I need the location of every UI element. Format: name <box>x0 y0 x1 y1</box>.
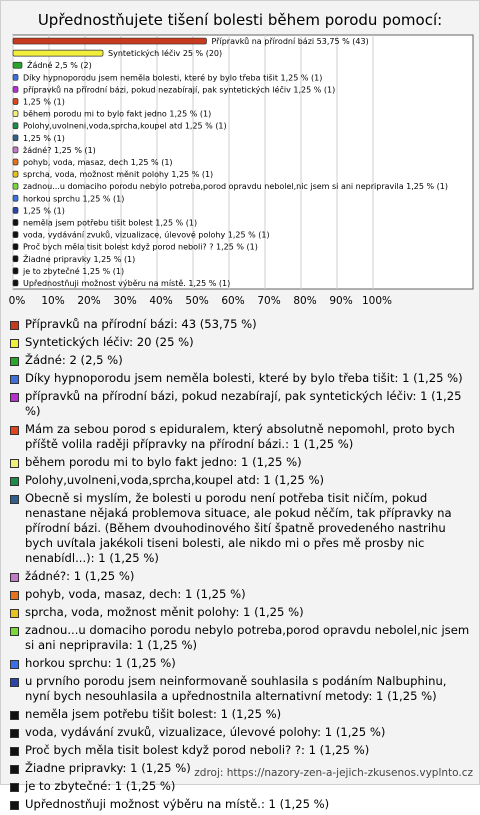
x-tick-label: 50% <box>185 295 209 307</box>
x-tick-label: 40% <box>149 295 173 307</box>
legend-label: Proč bych měla tisit bolest když porod neboli? ?: 1 (1,25 %) <box>25 743 370 757</box>
bar-label: voda, vydávání zvuků, vizualizace, úlevové polohy 1,25 % (1) <box>23 230 270 240</box>
bar-label: Žádné 2,5 % (2) <box>27 61 92 71</box>
legend-label: Syntetických léčiv: 20 (25 %) <box>25 335 194 349</box>
legend-swatch <box>10 627 19 636</box>
x-tick-label: 90% <box>329 295 353 307</box>
bar-label: Polohy,uvolneni,voda,sprcha,koupel atd 1,25 % (1) <box>23 121 227 131</box>
bar-label: zadnou...u domaciho porodu nebylo potreba,porod opravdu nebolel,nic jsem si ani nepripravila 1,25 % (1) <box>23 182 448 192</box>
legend-label: Žiadne pripravky: 1 (1,25 %) <box>25 761 191 775</box>
legend-swatch <box>10 591 19 600</box>
legend-label: Obecně si myslím, že bolesti u porodu není potřeba tisit ničím, pokud nenastane nějaká problemova situace, ale pokud něčím, tak přípravky na přírodní bázi. (Během dvouhodinového šití špatně provedeného nastrihu bych uvítala jakékoli tiseni bolesti, ale nikdo mi o přes mě prosby nic nenabídl...): 1 (1,25 %) <box>25 491 452 565</box>
bar-label: neměla jsem potřebu tišit bolest 1,25 % (1) <box>23 218 198 228</box>
bar <box>13 50 103 56</box>
bar <box>13 183 18 189</box>
bar-label: během porodu mi to bylo fakt jedno 1,25 % (1) <box>23 109 212 119</box>
bar <box>13 171 18 177</box>
legend-swatch <box>10 711 19 720</box>
x-tick-label: 80% <box>293 295 317 307</box>
legend-item <box>9 725 471 740</box>
legend-item <box>9 674 471 704</box>
legend-label: voda, vydávání zvuků, vizualizace, úlevové polohy: 1 (1,25 %) <box>25 725 386 739</box>
legend-item <box>9 353 471 368</box>
legend-item <box>9 389 471 419</box>
legend-swatch <box>10 573 19 582</box>
bar-label: 1,25 % (1) <box>23 133 65 143</box>
bar <box>13 147 18 153</box>
bar <box>13 268 18 274</box>
legend-swatch <box>10 747 19 756</box>
legend-item <box>9 371 471 386</box>
legend-label: je to zbytečné: 1 (1,25 %) <box>25 779 176 793</box>
legend-swatch <box>10 678 19 687</box>
bar <box>13 219 18 225</box>
legend-item <box>9 422 471 452</box>
bar <box>13 244 18 250</box>
legend-item <box>9 623 471 653</box>
bar <box>13 123 18 129</box>
bar <box>13 86 18 92</box>
source-note: zdroj: https://nazory-zen-a-jejich-zkusenos.vyplnto.cz <box>194 767 473 779</box>
bar-label: sprcha, voda, možnost měnit polohy 1,25 % (1) <box>23 170 214 180</box>
bar <box>13 207 18 213</box>
legend-swatch <box>10 801 19 810</box>
legend-item <box>9 569 471 584</box>
legend-swatch <box>10 783 19 792</box>
bar <box>13 256 18 262</box>
x-tick-label: 70% <box>257 295 281 307</box>
bar <box>13 99 18 105</box>
bar <box>13 280 18 286</box>
legend-label: pohyb, voda, masaz, dech: 1 (1,25 %) <box>25 587 246 601</box>
legend-swatch <box>10 339 19 348</box>
legend-swatch <box>10 765 19 774</box>
legend-item <box>9 473 471 488</box>
bar-label: Žiadne pripravky 1,25 % (1) <box>23 254 136 264</box>
chart-legend <box>9 317 471 815</box>
legend-swatch <box>10 729 19 738</box>
legend-label: neměla jsem potřebu tišit bolest: 1 (1,25 %) <box>25 707 282 721</box>
legend-item <box>9 335 471 350</box>
legend-label: přípravků na přírodní bázi, pokud nezabírají, pak syntetických léčiv: 1 (1,25 %) <box>25 389 462 418</box>
legend-swatch <box>10 477 19 486</box>
legend-item <box>9 605 471 620</box>
legend-item <box>9 656 471 671</box>
legend-label: během porodu mi to bylo fakt jedno: 1 (1,25 %) <box>25 455 302 469</box>
x-tick-label: 30% <box>113 295 137 307</box>
x-tick-label: 0% <box>8 295 26 307</box>
x-tick-label: 60% <box>221 295 245 307</box>
legend-item <box>9 455 471 470</box>
bar <box>13 38 207 44</box>
x-tick-label: 10% <box>41 295 65 307</box>
bar-label: Syntetických léčiv 25 % (20) <box>108 49 223 59</box>
legend-label: Přípravků na přírodní bázi: 43 (53,75 %) <box>25 317 257 331</box>
bar-label: 1,25 % (1) <box>23 206 65 216</box>
legend-item <box>9 779 471 794</box>
bar <box>13 135 18 141</box>
legend-label: Díky hypnoporodu jsem neměla bolesti, které by bylo třeba tišit: 1 (1,25 %) <box>25 371 463 385</box>
legend-label: u prvního porodu jsem neinformovaně souhlasila s podáním Nalbuphinu, nyní bych nesouhlasila a upřednostnila alternativní metody: 1 (1,25 %) <box>25 674 447 703</box>
bar <box>13 111 18 117</box>
legend-label: Žádné: 2 (2,5 %) <box>25 353 123 367</box>
bar-label: 1,25 % (1) <box>23 97 65 107</box>
legend-label: sprcha, voda, možnost měnit polohy: 1 (1,25 %) <box>25 605 304 619</box>
bar-label: Upřednostňuji možnost výběru na místě. 1,25 % (1) <box>23 278 231 288</box>
bar-label: Díky hypnoporodu jsem neměla bolesti, které by bylo třeba tišit 1,25 % (1) <box>23 73 323 83</box>
bar <box>13 74 18 80</box>
legend-label: Polohy,uvolneni,voda,sprcha,koupel atd: 1 (1,25 %) <box>25 473 325 487</box>
bar-label: Proč bych měla tisit bolest když porod neboli? ? 1,25 % (1) <box>23 242 258 252</box>
legend-swatch <box>10 357 19 366</box>
legend-label: horkou sprchu: 1 (1,25 %) <box>25 656 176 670</box>
legend-item <box>9 491 471 566</box>
legend-swatch <box>10 393 19 402</box>
legend-swatch <box>10 375 19 384</box>
bar-label: Přípravků na přírodní bázi 53,75 % (43) <box>211 37 369 47</box>
bar-chart <box>1 1 479 316</box>
legend-swatch <box>10 609 19 618</box>
legend-label: zadnou...u domaciho porodu nebylo potreba,porod opravdu nebolel,nic jsem si ani nepripravila: 1 (1,25 %) <box>25 623 470 652</box>
legend-swatch <box>10 495 19 504</box>
bar-label: žádné? 1,25 % (1) <box>23 145 96 155</box>
legend-label: Upřednostňuji možnost výběru na místě.: 1 (1,25 %) <box>25 797 330 811</box>
x-tick-label: 100% <box>361 295 393 307</box>
bar-label: je to zbytečné 1,25 % (1) <box>23 266 125 276</box>
legend-item <box>9 317 471 332</box>
legend-item <box>9 797 471 812</box>
bar-label: horkou sprchu 1,25 % (1) <box>23 194 125 204</box>
bar <box>13 232 18 238</box>
legend-swatch <box>10 321 19 330</box>
legend-item <box>9 707 471 722</box>
legend-item <box>9 743 471 758</box>
bar <box>13 62 22 68</box>
legend-swatch <box>10 459 19 468</box>
bar <box>13 159 18 165</box>
chart-title: Upřednostňujete tišení bolesti během porodu pomocí: <box>37 11 443 29</box>
legend-swatch <box>10 660 19 669</box>
bar <box>13 195 18 201</box>
legend-label: Mám za sebou porod s epiduralem, který absolutně nepomohl, proto bych příště volila raději přípravky na přírodní bázi.: 1 (1,25 %) <box>25 422 455 451</box>
x-tick-label: 20% <box>77 295 101 307</box>
bar-label: přípravků na přírodní bázi, pokud nezabírají, pak syntetických léčiv 1,25 % (1) <box>23 85 336 95</box>
bar-label: pohyb, voda, masaz, dech 1,25 % (1) <box>23 158 173 167</box>
legend-swatch <box>10 426 19 435</box>
legend-label: žádné?: 1 (1,25 %) <box>25 569 135 583</box>
legend-item <box>9 587 471 602</box>
